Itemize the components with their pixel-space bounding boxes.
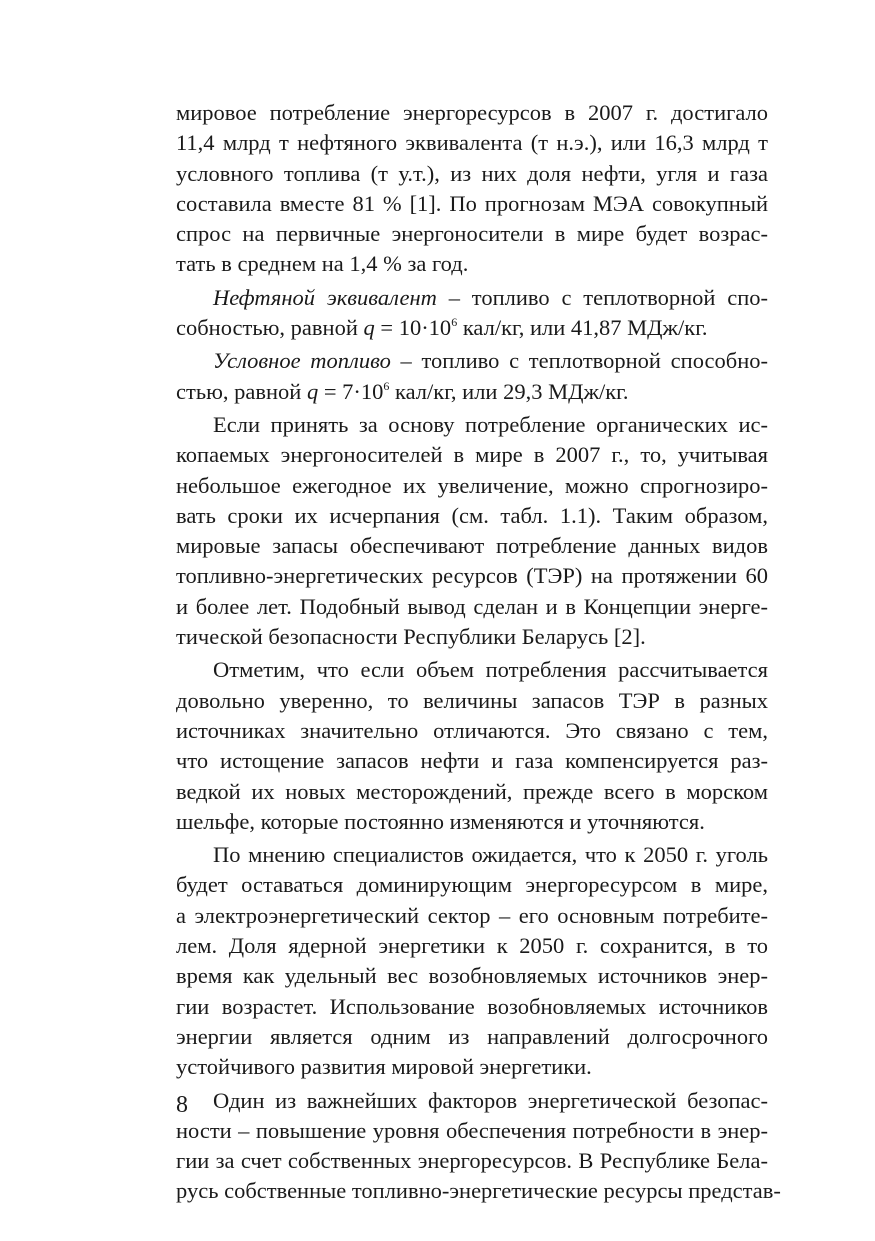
page-body [176,98,781,1207]
text-line: небольшое ежегодное их увеличение, можно спрогнозиро- [176,472,768,498]
paragraph-4 [176,410,768,652]
paragraph-1 [176,98,768,280]
text-line: будет оставаться доминирующим энергоресурсом в мире, [176,872,768,898]
text-line: топливно-энергетических ресурсов (ТЭР) на протяжении 60 [176,563,768,589]
text-line: источниках значительно отличаются. Это связано с тем, [176,717,768,743]
text-line: Условное топливо – топливо с теплотворной способно- [213,348,768,374]
text-line: довольно уверенно, то величины запасов ТЭР в разных [176,687,768,713]
text-line: копаемых энергоносителей в мире в 2007 г., то, учитывая [176,442,768,468]
paragraph-6 [176,840,768,1082]
text-line: мировое потребление энергоресурсов в 2007 г. достигало [176,100,768,125]
text-line: вать сроки их исчерпания (см. табл. 1.1). Таким образом, [176,502,768,528]
text-line: стью, равной $q = 7\cdot 10^6$ кал/кг, или 29,3 МДж/кг. [176,378,629,404]
text-line: устойчивого развития мировой энергетики. [176,1054,592,1080]
paragraph-7 [176,1086,781,1207]
text-line: мировые запасы обеспечивают потребление данных видов [176,533,768,559]
text-line: ности – повышение уровня обеспечения потребности в энер- [176,1117,768,1143]
text-line: Один из важнейших факторов энергетической безопас- [213,1087,768,1113]
text-line: шельфе, которые постоянно изменяются и уточняются. [176,808,705,834]
text-line: условного топлива (т у.т.), из них доля нефти, угля и газа [176,160,768,186]
text-line: 11,4 млрд т нефтяного эквивалента (т н.э.), или 16,3 млрд т [176,130,768,156]
text-line: а электроэнергетический сектор – его основным потребите- [176,902,768,928]
exponent: 6 [451,315,458,330]
paragraph-5 [176,655,768,837]
text-line: Отметим, что если объем потребления рассчитывается [213,657,768,683]
text-line: составила вместе 81 % [1]. По прогнозам МЭА совокупный [176,190,768,216]
definition-oil-equivalent [176,283,768,344]
text-line: тать в среднем на 1,4 % за год. [176,251,469,277]
defined-term: Нефтяной эквивалент [213,284,437,310]
page-number: 8 [176,1092,188,1118]
text-line: лем. Доля ядерной энергетики к 2050 г. сохранится, в то [176,933,768,959]
text-line: По мнению специалистов ожидается, что к 2050 г. уголь [213,842,768,868]
text-line: и более лет. Подобный вывод сделан и в Концепции энерге- [176,593,768,619]
exponent: 6 [383,378,390,393]
text-line: русь собственные топливно-энергетические ресурсы представ- [176,1178,781,1204]
text-line: собностью, равной $q = 10\cdot 10^6$ кал/кг, или 41,87 МДж/кг. [176,315,708,341]
variable-q: q [363,315,375,341]
text-line: гии возрастет. Использование возобновляемых источников [176,993,768,1019]
text-line: ведкой их новых месторождений, прежде всего в морском [176,778,768,804]
text-line: энергии является одним из направлений долгосрочного [176,1023,768,1049]
text-line: Если принять за основу потребление органических ис- [213,411,768,437]
text-line: тической безопасности Республики Беларусь [2]. [176,624,646,650]
text-line: что истощение запасов нефти и газа компенсируется раз- [176,748,768,774]
text-line: спрос на первичные энергоносители в мире будет возрас- [176,221,768,247]
variable-q: q [306,378,319,404]
definition-standard-fuel [176,346,768,407]
text-line: время как удельный вес возобновляемых источников энер- [176,963,768,989]
text-line: Нефтяной эквивалент – топливо с теплотворной спо- [213,284,769,310]
defined-term: Условное топливо [213,348,391,374]
text-line: гии за счет собственных энергоресурсов. В Республике Бела- [176,1148,768,1174]
